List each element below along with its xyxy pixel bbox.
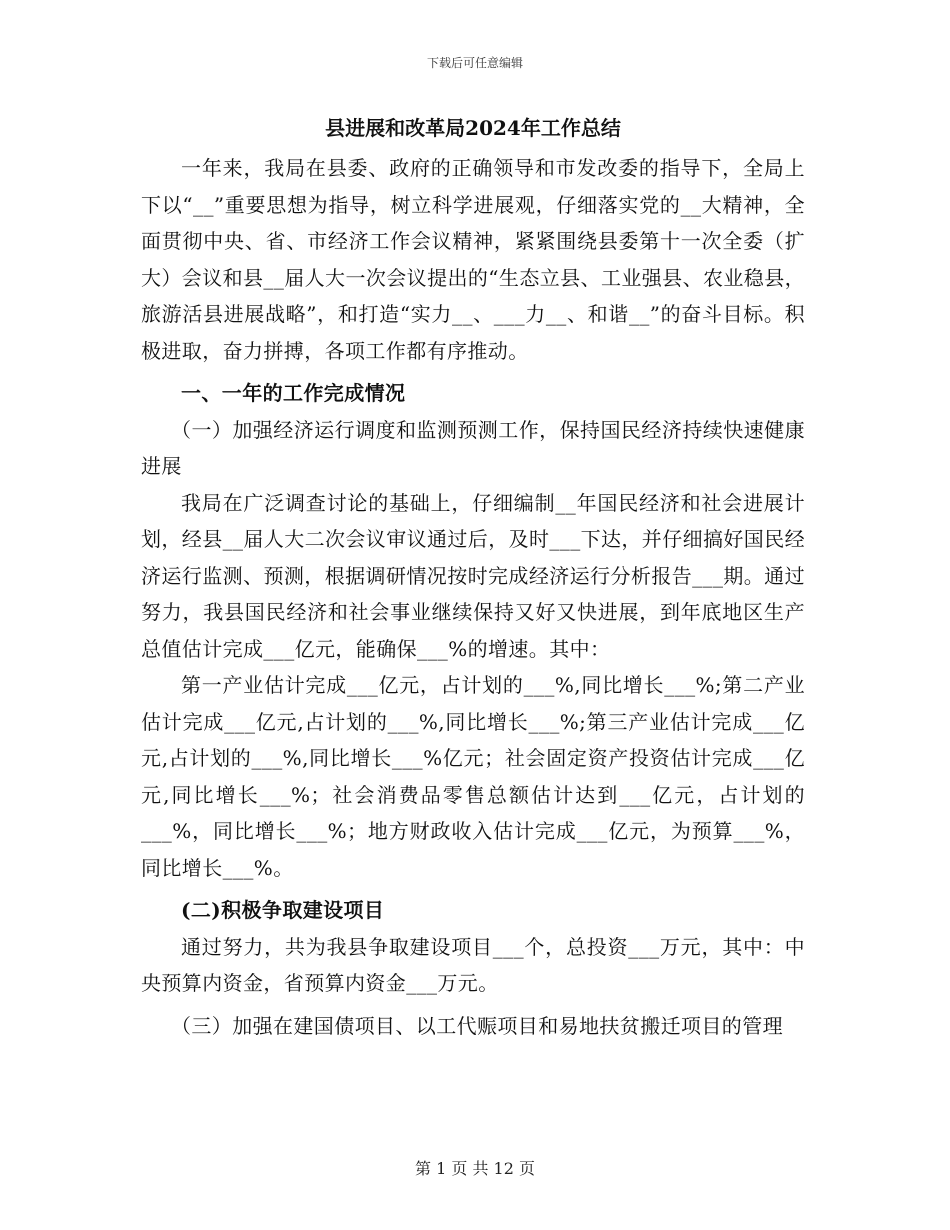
page-header-note: 下载后可任意编辑	[426, 56, 523, 70]
subsection-1-paragraph-1: 我局在广泛调查讨论的基础上，仔细编制__年国民经济和社会进展计划，经县__届人大二次会议审议通过后，及时___下达，并仔细搞好国民经济运行监测、预测，根据调研情况按时完成经济运行分析报告___期。通过努力，我县国民经济和社会事业继续保持又好又快进展，到年底地区生产总值估计完成___亿元，能确保___%的增速。其中：	[141, 490, 805, 661]
document-title: 县进展和改革局2024年工作总结	[325, 116, 621, 140]
section-1-heading: 一、一年的工作完成情况	[181, 381, 406, 405]
subsection-1-paragraph-2: 第一产业估计完成___亿元，占计划的___%,同比增长___%;第二产业估计完成___亿元,占计划的___%,同比增长___%;第三产业估计完成___亿元,占计划的___%,同比增长___%亿元；社会固定资产投资估计完成___亿元,同比增长___%；社会消费品零售总额估计达到___亿元，占计划的___%，同比增长___%；地方财政收入估计完成___亿元，为预算___%，同比增长___%。	[141, 673, 805, 880]
subsection-2-heading: (二)积极争取建设项目	[181, 898, 385, 922]
subsection-3-heading: （三）加强在建国债项目、以工代赈项目和易地扶贫搬迁项目的管理	[171, 1013, 783, 1038]
intro-paragraph: 一年来，我局在县委、政府的正确领导和市发改委的指导下，全局上下以“__”重要思想为指导，树立科学进展观，仔细落实党的__大精神，全面贯彻中央、省、市经济工作会议精神，紧紧围绕县委第十一次全委（扩大）会议和县__届人大一次会议提出的“生态立县、工业强县、农业稳县，旅游活县进展战略”，和打造“实力__、___力__、和谐__”的奋斗目标。积极进取，奋力拼搏，各项工作都有序推动。	[141, 156, 805, 363]
page-number: 第 1 页 共 12 页	[415, 1159, 535, 1178]
subsection-1-heading: （一）加强经济运行调度和监测预测工作，保持国民经济持续快速健康进展	[141, 417, 805, 478]
subsection-2-paragraph: 通过努力，共为我县争取建设项目___个，总投资___万元，其中：中央预算内资金，省预算内资金___万元。	[141, 934, 805, 995]
document-body	[141, 112, 805, 1044]
